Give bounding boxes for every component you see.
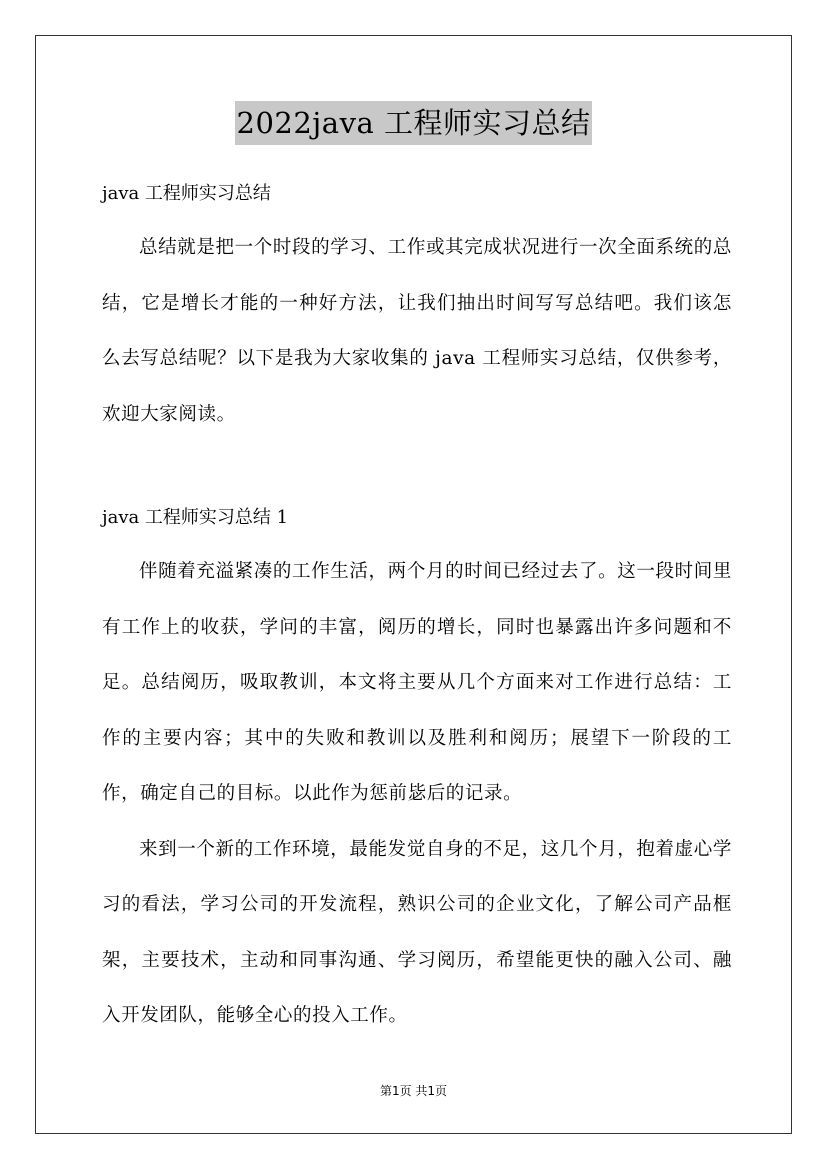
title-container: [0, 101, 827, 145]
document-body: [102, 168, 732, 1044]
body-paragraph-2: 来到一个新的工作环境，最能发觉自身的不足，这几个月，抱着虚心学习的看法，学习公司的开发流程，熟识公司的企业文化，了解公司产品框架，主要技术，主动和同事沟通、学习阅历，希望能更快的融入公司、融入开发团队，能够全心的投入工作。: [102, 838, 732, 1026]
section-heading: java 工程师实习总结 1: [102, 507, 289, 528]
document-title: 2022java 工程师实习总结: [235, 101, 593, 145]
section-spacer: [102, 442, 732, 492]
document-subtitle: java 工程师实习总结: [102, 183, 271, 204]
intro-paragraph: 总结就是把一个时段的学习、工作或其完成状况进行一次全面系统的总结，它是增长才能的一种好方法，让我们抽出时间写写总结吧。我们该怎么去写总结呢？以下是我为大家收集的 java 工程师实习总结，仅供参考，欢迎大家阅读。: [102, 237, 732, 425]
page-footer: 第1页 共1页: [379, 1084, 448, 1098]
body-paragraph-1: 伴随着充溢紧凑的工作生活，两个月的时间已经过去了。这一段时间里有工作上的收获，学问的丰富，阅历的增长，同时也暴露出许多问题和不足。总结阅历，吸取教训，本文将主要从几个方面来对工作进行总结：工作的主要内容；其中的失败和教训以及胜利和阅历；展望下一阶段的工作，确定自己的目标。以此作为惩前毖后的记录。: [102, 561, 732, 804]
